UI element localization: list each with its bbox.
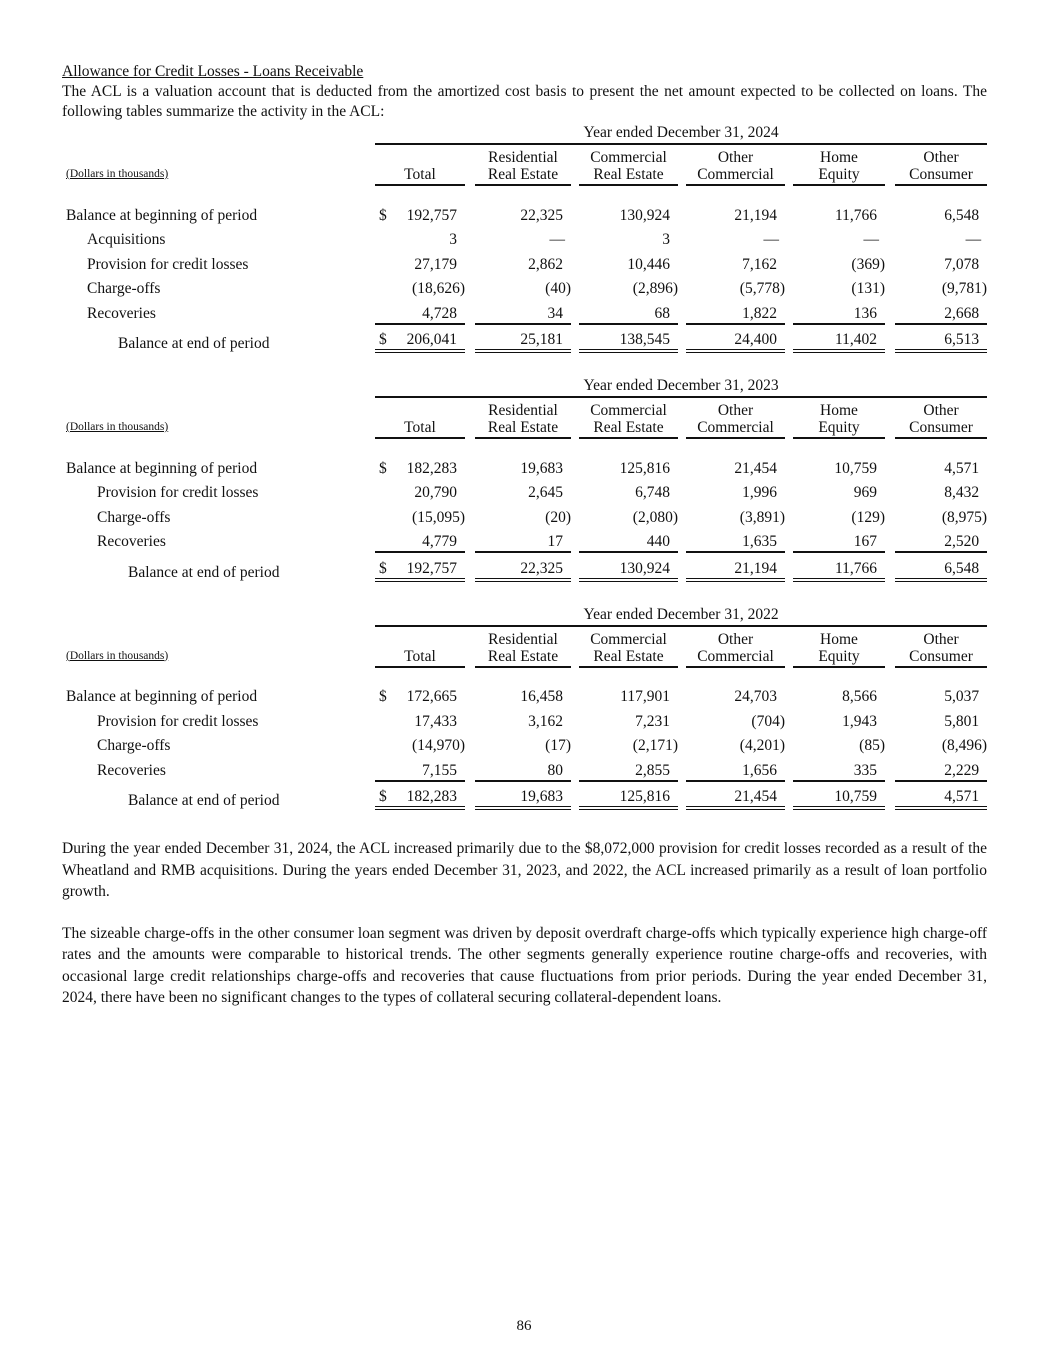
value-cell: 3 [449,231,457,248]
value-cell: 6,513 [895,323,987,354]
value-cell: 6,548 [895,551,987,582]
value-cell: 4,571 [895,780,987,811]
paragraph-acl-increase: During the year ended December 31, 2024, the ACL increased primarily due to the $8,072,000 provision for credit losses recorded as a result of the Wheatland and RMB acquisitions. During the years ended December 31, 2023, and 2022, the ACL increased primarily as a result of loan portfolio growth. [62,840,987,900]
value-cell: 125,816 [579,780,678,811]
column-header: Other Commercial [686,398,785,439]
value-cell: (5,778) [739,280,785,297]
row-label: Provision for credit losses [97,712,259,730]
value-cell: 21,194 [686,551,785,582]
value-cell: (14,970) [412,737,465,754]
value-cell: 2,645 [528,484,563,501]
row-label: Charge-offs [87,280,161,297]
column-header: Home Equity [793,145,885,186]
row-label: Balance at end of period [128,792,280,809]
value-cell: (3,891) [739,508,785,526]
value-cell: 5,801 [944,712,980,730]
table-row [62,323,987,354]
value-cell: 16,458 [520,688,563,705]
value-cell: 8,432 [944,484,980,501]
table-row [62,780,987,811]
row-label: Balance at end of period [128,563,280,581]
column-header: Residential Real Estate [475,627,571,668]
table-row [62,478,987,503]
value-cell: — [763,231,779,248]
value-cell: $ 182,283 [375,780,465,811]
value-cell: 11,402 [793,323,885,354]
value-cell: 4,779 [422,533,457,550]
acl-table-1 [62,377,987,582]
period-header: Year ended December 31, 2022 [375,606,987,627]
document-page [62,62,987,1009]
value-cell: 2,855 [635,761,670,779]
column-header: Other Consumer [895,398,987,439]
currency-symbol: $ [379,459,387,477]
value-cell: 4,728 [422,304,457,322]
value-cell: 335 [853,761,877,779]
value-cell: 1,822 [742,304,777,322]
value-cell: 7,162 [742,255,777,273]
value-cell: 25,181 [475,323,571,354]
value-cell: 3,162 [528,712,563,730]
intro-paragraph: The ACL is a valuation account that is deducted from the amortized cost basis to present the net amount expected to be collected on loans. The following tables summarize the activity in the ACL: [62,83,987,120]
column-header: Other Consumer [895,627,987,668]
value-cell: (20) [545,508,571,526]
value-cell: (9,781) [941,280,988,297]
value-cell: 24,400 [686,323,785,354]
value-cell: 136 [853,304,877,322]
units-label: (Dollars in thousands) [66,421,169,433]
currency-symbol: $ [379,331,387,348]
column-header: Other Commercial [686,627,785,668]
value-cell: 10,759 [834,459,877,477]
table-row [62,706,987,731]
value-cell: 6,548 [944,206,980,224]
value-cell: 20,790 [414,484,457,501]
value-cell: 17,433 [414,712,457,730]
value-cell: 167 [853,533,877,550]
section-heading: Allowance for Credit Losses - Loans Receivable [62,63,364,80]
value-cell: 130,924 [579,551,678,582]
value-cell: 440 [646,533,670,550]
table-row [62,527,987,552]
value-cell: 6,748 [635,484,670,501]
value-cell: 68 [654,304,670,322]
table-row [62,755,987,780]
period-header: Year ended December 31, 2023 [375,377,987,398]
value-cell: (2,080) [632,508,678,526]
value-cell: $ 192,757 [375,200,465,225]
value-cell: 7,155 [422,761,457,779]
table-row [62,453,987,478]
units-label: (Dollars in thousands) [66,168,169,180]
currency-symbol: $ [379,206,387,224]
acl-table-2 [62,606,987,811]
value-cell: 125,816 [619,459,670,477]
value-cell: 2,520 [944,533,980,550]
value-cell: 7,078 [944,255,980,273]
currency-symbol: $ [379,688,387,705]
value-cell: 1,635 [742,533,777,550]
table-row [62,682,987,707]
value-cell: 5,037 [944,688,980,705]
column-header: Other Commercial [686,145,785,186]
value-cell: $ 172,665 [375,682,465,707]
value-cell: 22,325 [520,206,563,224]
value-cell: 34 [547,304,563,322]
value-cell: (8,975) [941,508,988,526]
value-cell: 130,924 [619,206,670,224]
column-header: Residential Real Estate [475,145,571,186]
value-cell: — [549,231,565,248]
value-cell: (2,171) [632,737,678,754]
value-cell: (85) [859,737,885,754]
page-number: 86 [516,1318,532,1334]
value-cell: 117,901 [620,688,670,705]
value-cell: 19,683 [520,459,563,477]
value-cell: (369) [851,255,885,273]
column-header: Commercial Real Estate [579,398,678,439]
value-cell: 2,229 [944,761,980,779]
value-cell: 7,231 [635,712,670,730]
value-cell: 2,668 [944,304,980,322]
value-cell: 2,862 [528,255,563,273]
value-cell: 1,656 [742,761,777,779]
currency-symbol: $ [379,788,387,805]
units-label: (Dollars in thousands) [66,649,169,662]
table-row [62,502,987,527]
value-cell: 138,545 [579,323,678,354]
value-cell: (129) [851,508,885,526]
table-row [62,298,987,323]
value-cell: (15,095) [412,508,465,526]
column-header: Total [375,398,465,439]
value-cell: (40) [545,280,571,297]
value-cell: 80 [547,761,563,779]
value-cell: 10,446 [627,255,670,273]
value-cell: (17) [545,737,571,754]
value-cell: — [863,231,879,248]
value-cell: (18,626) [412,280,465,297]
table-row [62,731,987,756]
value-cell: 3 [662,231,670,248]
column-header: Total [375,145,465,186]
value-cell: (131) [851,280,885,297]
period-header: Year ended December 31, 2024 [375,124,987,145]
value-cell: (2,896) [632,280,678,297]
table-row [62,225,987,250]
column-header: Commercial Real Estate [579,627,678,668]
value-cell: (704) [751,712,785,730]
row-label: Provision for credit losses [87,255,249,273]
value-cell: 969 [853,484,877,501]
table-row [62,200,987,225]
value-cell: $ 206,041 [375,323,465,354]
row-label: Recoveries [97,533,166,550]
value-cell: 27,179 [414,255,457,273]
value-cell: 19,683 [475,780,571,811]
row-label: Acquisitions [87,231,166,248]
acl-tables [62,124,987,810]
value-cell: 11,766 [793,551,885,582]
value-cell: $ 192,757 [375,551,465,582]
currency-symbol: $ [379,559,387,577]
row-label: Balance at beginning of period [66,688,258,705]
value-cell: 8,566 [842,688,877,705]
value-cell: 21,454 [734,459,777,477]
column-header: Other Consumer [895,145,987,186]
value-cell: (8,496) [941,737,988,754]
value-cell: (4,201) [739,737,785,754]
row-label: Balance at end of period [118,335,270,352]
table-row [62,551,987,582]
row-label: Balance at beginning of period [66,206,258,224]
row-label: Charge-offs [97,737,171,754]
value-cell: 4,571 [944,459,980,477]
table-row [62,249,987,274]
paragraph-charge-offs: The sizeable charge-offs in the other consumer loan segment was driven by deposit overdraft charge-offs which typically experience high charge-off rates and the amounts were comparable to historical trends. The other segments generally experience routine charge-offs and recoveries, with occasional large credit relationships charge-offs and recoveries that cause fluctuations from prior periods. During the year ended December 31, 2024, there have been no significant changes to the types of collateral securing collateral-dependent loans. [62,924,987,1006]
row-label: Recoveries [87,304,156,322]
value-cell: 21,194 [734,206,777,224]
value-cell: 10,759 [793,780,885,811]
value-cell: 1,943 [842,712,877,730]
column-header: Total [375,627,465,668]
value-cell: — [965,231,982,248]
value-cell: 21,454 [686,780,785,811]
value-cell: 1,996 [742,484,777,501]
value-cell: $ 182,283 [375,453,465,478]
column-header: Home Equity [793,627,885,668]
value-cell: 17 [547,533,563,550]
column-header: Residential Real Estate [475,398,571,439]
acl-table-0 [62,124,987,353]
column-header: Home Equity [793,398,885,439]
value-cell: 24,703 [734,688,777,705]
table-row [62,274,987,299]
row-label: Balance at beginning of period [66,459,258,477]
row-label: Recoveries [97,761,166,779]
value-cell: 11,766 [834,206,877,224]
row-label: Charge-offs [97,508,171,526]
value-cell: 22,325 [475,551,571,582]
column-header: Commercial Real Estate [579,145,678,186]
row-label: Provision for credit losses [97,484,259,501]
